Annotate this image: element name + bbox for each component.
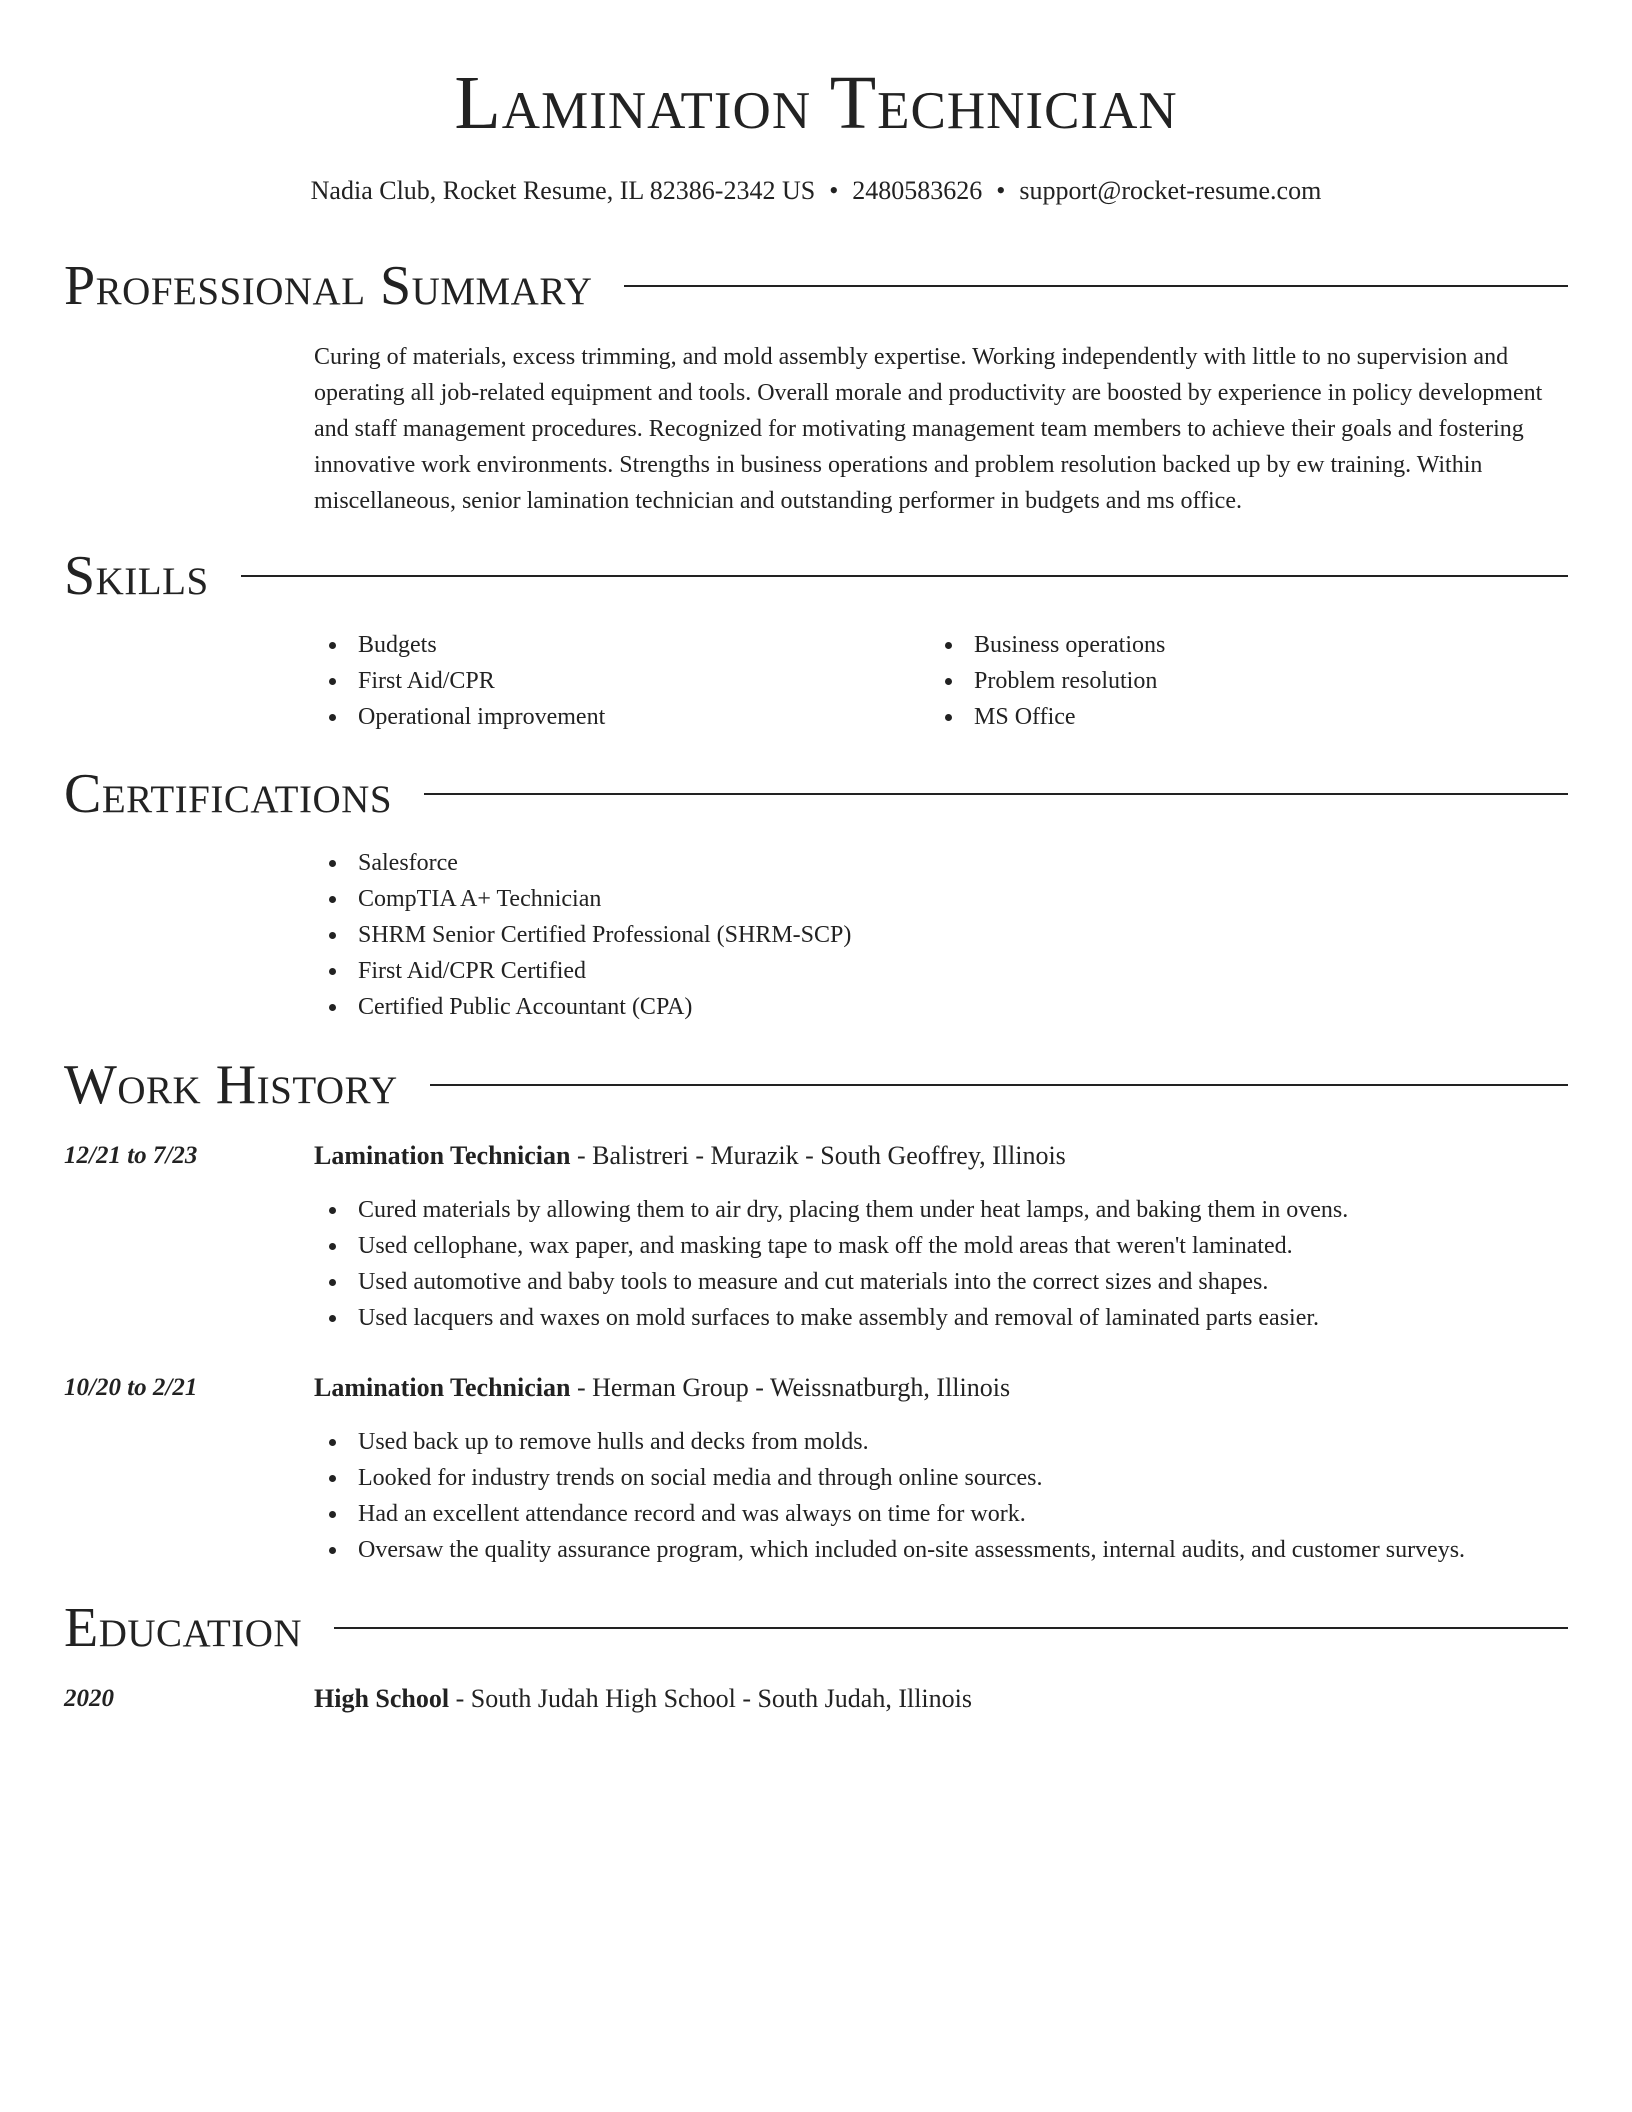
contact-separator: • (829, 176, 839, 205)
job-bullet-list (314, 1424, 1568, 1568)
job-title-line (314, 1370, 1010, 1406)
contact-address: Nadia Club, Rocket Resume, IL 82386-2342 US (310, 176, 816, 205)
certifications-section-header (64, 762, 1568, 826)
resume-name: Lamination Technician (454, 61, 1178, 145)
education-section-header (64, 1596, 1568, 1660)
work-history-heading: Work History (64, 1054, 398, 1116)
job-title: Lamination Technician (314, 1373, 571, 1402)
job-bullet: Used lacquers and waxes on mold surfaces to make assembly and removal of laminated parts easier. (314, 1300, 1568, 1336)
skill-item: Operational improvement (314, 699, 914, 735)
skill-item: Business operations (930, 627, 1530, 663)
certification-item: Salesforce (314, 845, 1568, 881)
education-line (314, 1681, 972, 1717)
job-details: - Herman Group - Weissnatburgh, Illinois (570, 1373, 1011, 1402)
job-bullet-list (314, 1192, 1568, 1336)
summary-section-header (64, 254, 1568, 318)
education-heading: Education (64, 1597, 303, 1659)
skills-list-right (930, 627, 1530, 735)
job-details: - Balistreri - Murazik - South Geoffrey, Illinois (570, 1141, 1066, 1170)
job-title-line (314, 1138, 1066, 1174)
skill-item: Budgets (314, 627, 914, 663)
section-divider (334, 1627, 1568, 1629)
job-bullet: Used back up to remove hulls and decks from molds. (314, 1424, 1568, 1460)
job-dates: 10/20 to 2/21 (64, 1374, 198, 1401)
job-bullet: Used automotive and baby tools to measure and cut materials into the correct sizes and shapes. (314, 1264, 1568, 1300)
contact-line (0, 174, 1632, 208)
certification-item: CompTIA A+ Technician (314, 881, 1568, 917)
skills-list-left (314, 627, 914, 735)
education-degree: High School (314, 1684, 450, 1713)
contact-separator: • (996, 176, 1006, 205)
job-dates: 12/21 to 7/23 (64, 1142, 198, 1169)
certification-item: First Aid/CPR Certified (314, 953, 1568, 989)
education-date: 2020 (64, 1685, 114, 1712)
job-bullet: Cured materials by allowing them to air dry, placing them under heat lamps, and baking them in ovens. (314, 1192, 1568, 1228)
skill-item: First Aid/CPR (314, 663, 914, 699)
section-divider (624, 285, 1568, 287)
skill-item: MS Office (930, 699, 1530, 735)
skills-heading: Skills (64, 545, 209, 607)
job-bullet: Oversaw the quality assurance program, which included on-site assessments, internal audits, and customer surveys. (314, 1532, 1568, 1568)
summary-text: Curing of materials, excess trimming, and mold assembly expertise. Working independently with little to no supervision and operating all job-related equipment and tools. Overall morale and productivity are boosted by experience in policy development and staff management procedures. Recognized for motivating management team members to achieve their goals and fostering innovative work environments. Strengths in business operations and problem resolution backed up by ew training. Within miscellaneous, senior lamination technician and outstanding performer in budgets and ms office. (314, 344, 1543, 514)
skill-item: Problem resolution (930, 663, 1530, 699)
education-details: - South Judah High School - South Judah, Illinois (449, 1684, 972, 1713)
section-divider (430, 1084, 1568, 1086)
job-bullet: Had an excellent attendance record and was always on time for work. (314, 1496, 1568, 1532)
contact-phone: 2480583626 (852, 176, 983, 205)
certifications-heading: Certifications (64, 763, 393, 825)
certification-item: SHRM Senior Certified Professional (SHRM-SCP) (314, 917, 1568, 953)
section-divider (241, 575, 1568, 577)
job-title: Lamination Technician (314, 1141, 571, 1170)
skills-section-header (64, 544, 1568, 608)
job-bullet: Looked for industry trends on social media and through online sources. (314, 1460, 1568, 1496)
work-history-section-header (64, 1053, 1568, 1117)
job-bullet: Used cellophane, wax paper, and masking tape to mask off the mold areas that weren't laminated. (314, 1228, 1568, 1264)
summary-heading: Professional Summary (64, 255, 593, 317)
section-divider (424, 793, 1568, 795)
contact-email: support@rocket-resume.com (1019, 176, 1322, 205)
certifications-list (314, 845, 1568, 1025)
certification-item: Certified Public Accountant (CPA) (314, 989, 1568, 1025)
